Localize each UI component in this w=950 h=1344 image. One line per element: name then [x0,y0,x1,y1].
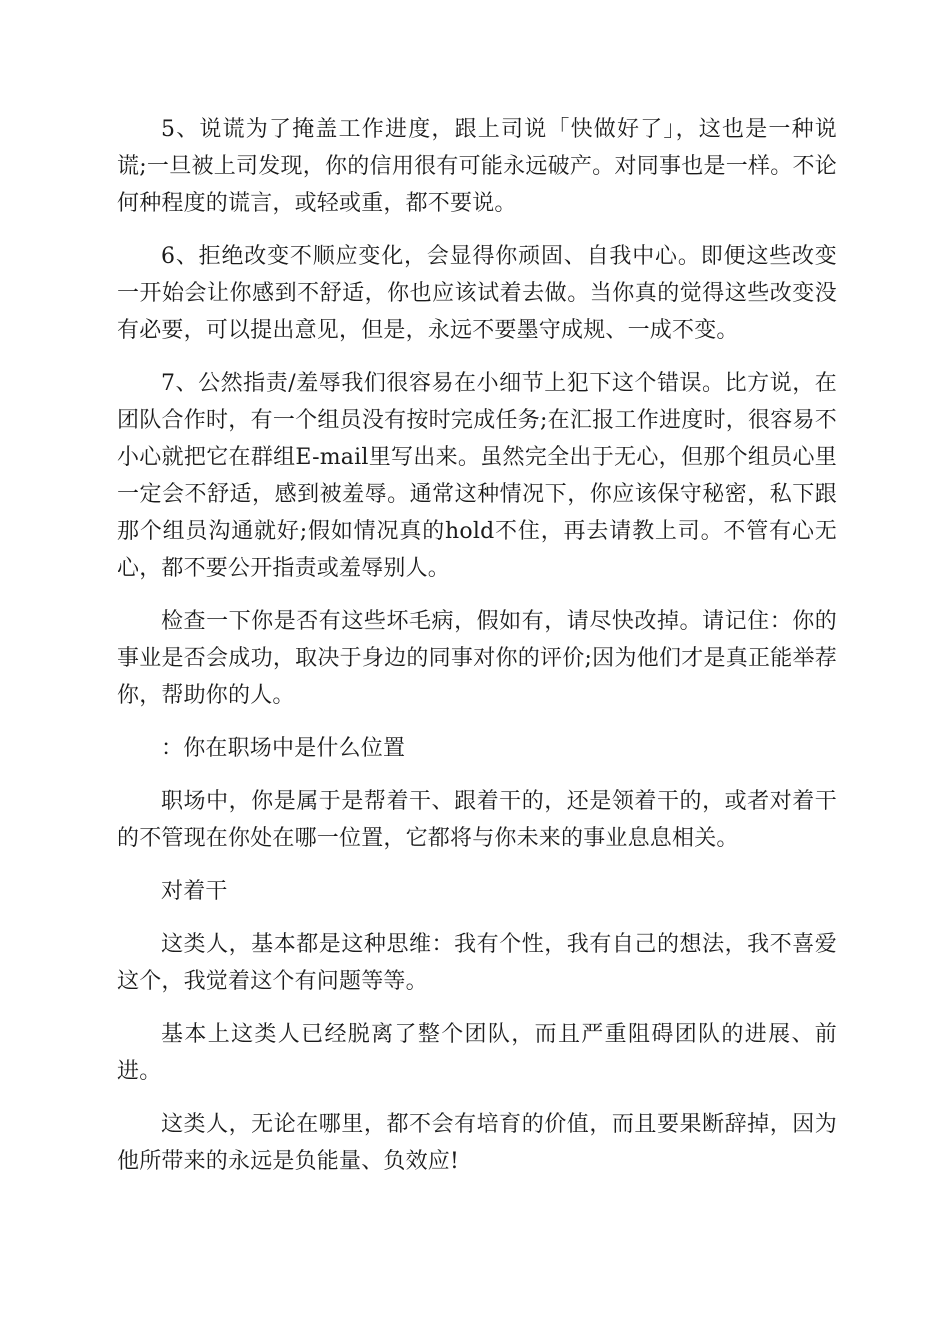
paragraph-mindset: 这类人，基本都是这种思维：我有个性，我有自己的想法，我不喜爱这个，我觉着这个有问题等等。 [117,932,837,994]
paragraph-team-obstruction: 基本上这类人已经脱离了整个团队，而且严重阻碍团队的进展、前进。 [117,1022,837,1084]
paragraph-self-check: 检查一下你是否有这些坏毛病，假如有，请尽快改掉。请记住：你的事业是否会成功，取决于身边的同事对你的评价;因为他们才是真正能举荐你，帮助你的人。 [117,609,837,708]
paragraph-lying: 5、说谎为了掩盖工作进度，跟上司说「快做好了」，这也是一种说谎;一旦被上司发现，你的信用很有可能永远破产。对同事也是一样。不论何种程度的谎言，或轻或重，都不要说。 [117,117,837,216]
paragraph-workplace-roles: 职场中，你是属于是帮着干、跟着干的，还是领着干的，或者对着干的不管现在你处在哪一位置，它都将与你未来的事业息息相关。 [117,789,837,851]
subheading-against: 对着干 [161,879,228,904]
paragraph-public-blame: 7、公然指责/羞辱我们很容易在小细节上犯下这个错误。比方说，在团队合作时，有一个组员没有按时完成任务;在汇报工作进度时，很容易不小心就把它在群组E-mail里写出来。虽然完全出于无心，但那个组员心里一定会不舒适，感到被羞辱。通常这种情况下，你应该保守秘密，私下跟那个组员沟通就好;假如情况真的hold不住，再去请教上司。不管有心无心，都不要公开指责或羞辱别人。 [117,371,837,581]
paragraph-no-value: 这类人，无论在哪里，都不会有培育的价值，而且要果断辞掉，因为他所带来的永远是负能量、负效应! [117,1112,837,1174]
section-heading-workplace-position: ：你在职场中是什么位置 [161,736,406,761]
paragraph-refuse-change: 6、拒绝改变不顺应变化，会显得你顽固、自我中心。即便这些改变一开始会让你感到不舒适，你也应该试着去做。当你真的觉得这些改变没有必要，可以提出意见，但是，永远不要墨守成规、一成不变。 [117,244,837,343]
document-body [117,111,837,1196]
